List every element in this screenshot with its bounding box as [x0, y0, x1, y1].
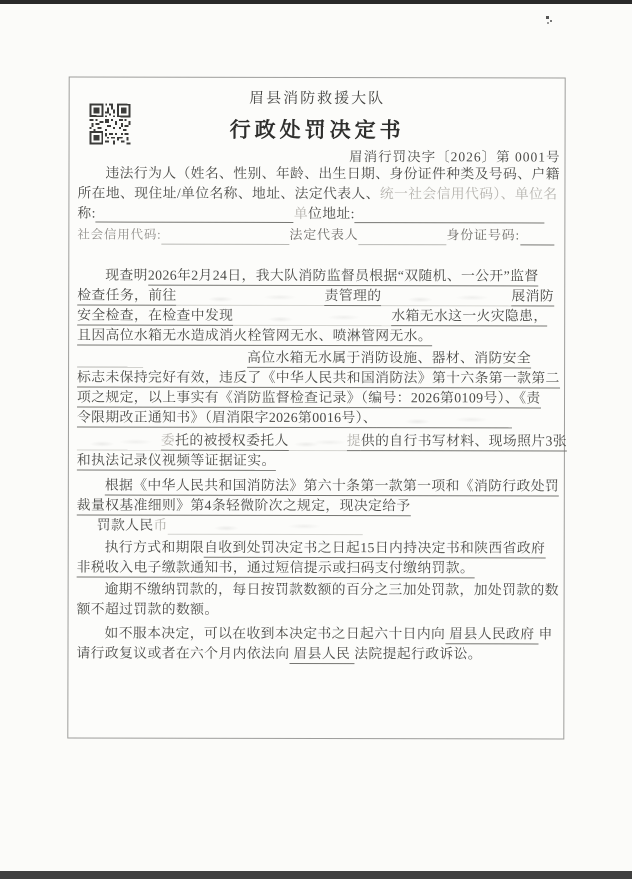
underlined-text: 眉县人民 — [289, 644, 354, 664]
text-segment: 法院提起行政诉讼。 — [354, 646, 483, 662]
issuer-name: 眉县消防救援大队 — [249, 90, 386, 108]
redacted-blank — [355, 208, 545, 223]
underlined-text: 标志未保持完好有效，违反了《中华人民共和国消防法》第十六条第一款第二 — [77, 367, 560, 388]
faded-text-segment: 提 — [347, 431, 361, 451]
doc-line-fine — [77, 515, 576, 536]
doc-line-latefee-2 — [77, 599, 556, 620]
underlined-text: 且因高位水箱无水造成消火栓管网无水、喷淋管网无水。 — [77, 325, 432, 346]
redacted-blank — [77, 352, 143, 367]
doc-line-violation-2 — [77, 367, 560, 388]
doc-line-findings-1 — [77, 265, 584, 286]
doc-line-evidence-1 — [77, 430, 567, 451]
field-label-legal-rep: 法定代表人 — [289, 226, 359, 243]
redacted-blank — [377, 413, 512, 428]
text-segment: 逾期不缴纳罚款的，每日按罚款数额的百分之三加处罚款，加处罚款的数 — [104, 581, 559, 598]
doc-line-violator-1 — [77, 163, 584, 184]
redacted-blank — [177, 291, 325, 306]
redacted-blank — [96, 208, 294, 223]
underlined-text: 检查任务，前往 — [77, 285, 176, 305]
doc-line-execution-1 — [77, 537, 584, 558]
text-segment: 违法行为人（姓名、性别、年龄、出生日期、身份证件种类及号码、户籍 — [105, 165, 560, 182]
underlined-text: 眉县人民政府 — [445, 624, 538, 644]
text-segment: 申 — [538, 626, 553, 642]
doc-line-unit-name — [77, 203, 556, 224]
gap — [143, 354, 247, 368]
faded-text-segment: 统一社会信用代码）、单位名 — [379, 186, 558, 202]
field-label-credit-code: 社会信用代码: — [77, 227, 162, 242]
underlined-text: 非税收入电子缴款通知书，通过短信提示或扫码支付缴纳罚款。 — [77, 557, 475, 578]
redacted-blank — [161, 230, 289, 245]
underlined-text: 展消防 — [511, 286, 554, 306]
document-border — [67, 76, 565, 739]
text-segment: 额不超过罚款的数额。 — [76, 601, 219, 617]
underlined-text: 裁量权基准细则》第4条轻微阶次之规定，现决定给予 — [77, 495, 411, 516]
doc-line-credit-code — [77, 224, 556, 245]
doc-line-violation-4 — [77, 407, 556, 428]
underlined-text: 根据《中华人民共和国消防法》第六十条第一款第一项和《消防行政处罚 — [105, 476, 559, 497]
underlined-text: 托的被授权委托人 — [175, 431, 289, 451]
document-number: 眉消行罚决字〔2026〕第 0001号 — [349, 149, 561, 165]
redacted-blank — [520, 230, 554, 245]
text-segment: 所在地、现住址/单位名称、地址、法定代表人、 — [77, 185, 380, 202]
doc-line-violator-2 — [77, 183, 556, 204]
scan-artifact — [546, 16, 553, 25]
text-segment: 请行政复议或者在六个月内依法向 — [76, 645, 290, 661]
redacted-blank — [233, 311, 391, 326]
doc-line-basis-1 — [77, 475, 584, 496]
doc-line-appeal-2 — [76, 643, 555, 664]
doc-line-violation-3 — [77, 387, 556, 408]
faded-text-segment: 委 — [161, 431, 175, 451]
field-label-unit-address: 位地址: — [308, 205, 355, 222]
underlined-text: 责管理的 — [325, 286, 382, 306]
doc-line-violation-1 — [77, 347, 556, 368]
doc-line-evidence-2 — [77, 450, 556, 471]
field-label-id-number: 身份证号码: — [446, 227, 520, 243]
doc-line-execution-2 — [77, 557, 556, 578]
underlined-text: 自收到处罚决定书之日起15日内持决定书和陕西省政府 — [204, 538, 545, 559]
redacted-blank — [358, 230, 446, 245]
doc-line-appeal-1 — [77, 623, 584, 644]
redacted-blank — [381, 291, 511, 306]
underlined-text: 安全检查，在检查中发现 — [77, 305, 233, 325]
scanner-bar-bottom — [0, 871, 632, 879]
field-label-unit-name: 称: — [77, 205, 96, 221]
doc-line-findings-2 — [77, 285, 556, 306]
underlined-text: 2026年2月24日，我大队消防监督员根据“双随机、一公开”监督 — [148, 266, 539, 287]
faded-text-segment: 币 — [153, 517, 168, 533]
faded-text-segment: 单 — [293, 205, 309, 221]
underlined-text: 高位水箱无水属于消防设施、器材、消防安全 — [247, 348, 531, 369]
text-segment: 罚款人民 — [96, 517, 154, 533]
redacted-blank — [77, 435, 161, 450]
text-segment: 如不服本决定，可以在收到本决定书之日起六十日内向 — [104, 625, 446, 642]
underlined-text: 项之规定，以上事实有《消防监督检查记录》（编号：2026第0109号）、《责 — [77, 387, 541, 408]
underlined-text: 和执法记录仪视频等证据证实。 — [77, 450, 276, 470]
redacted-blank — [289, 436, 347, 451]
doc-line-latefee-1 — [77, 579, 584, 600]
underlined-text: 供的自行书写材料、现场照片3张 — [361, 431, 567, 451]
doc-line-findings-4 — [77, 325, 556, 346]
text-segment: 现查明 — [105, 267, 148, 283]
underlined-text: 令限期改正通知书》（眉消限字2026第0016号）、 — [77, 407, 377, 428]
text-segment: 执行方式和期限 — [104, 539, 205, 555]
doc-line-findings-3 — [77, 305, 556, 326]
redacted-blank — [168, 520, 363, 535]
document-title: 行政处罚决定书 — [229, 117, 405, 143]
doc-line-basis-2 — [77, 495, 556, 516]
scanner-bar-top — [0, 0, 632, 4]
underlined-text: 水箱无水这一火灾隐患， — [391, 306, 547, 326]
